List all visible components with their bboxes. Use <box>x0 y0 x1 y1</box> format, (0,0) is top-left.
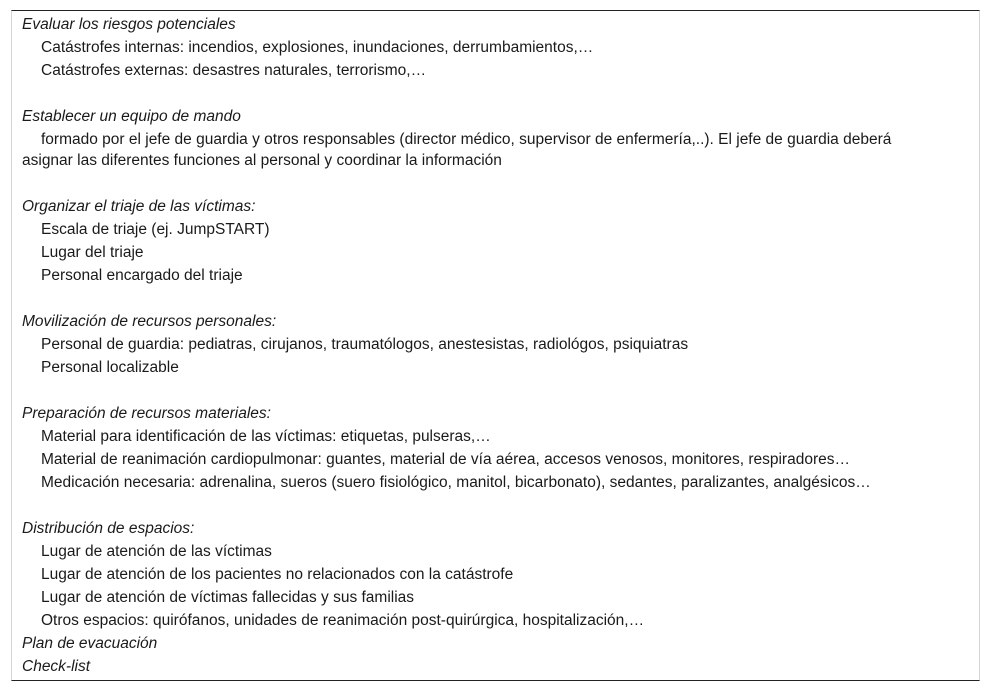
list-item: Lugar de atención de los pacientes no relacionados con la catástrofe <box>41 566 514 583</box>
section-heading: Evaluar los riesgos potenciales <box>22 16 236 33</box>
list-item: Personal encargado del triaje <box>41 267 243 284</box>
list-item: Otros espacios: quirófanos, unidades de reanimación post-quirúrgica, hospitalización,… <box>41 612 645 629</box>
list-item: Medicación necesaria: adrenalina, sueros (suero fisiológico, manitol, bicarbonato), sedantes, paralizantes, analgésicos… <box>41 474 871 491</box>
section-paragraph: formado por el jefe de guardia y otros responsables (director médico, supervisor de enfermería,..). El jefe de guardia deberá asignar las diferentes funciones al personal y coordinar la información <box>22 131 892 169</box>
section-heading: Organizar el triaje de las víctimas: <box>22 198 256 215</box>
plan-table <box>11 10 980 681</box>
section-spacer <box>22 82 979 105</box>
list-item: Lugar del triaje <box>41 244 144 261</box>
section-heading: Movilización de recursos personales: <box>22 313 277 330</box>
section-heading: Plan de evacuación <box>22 635 158 652</box>
list-item: Lugar de atención de las víctimas <box>41 543 272 560</box>
list-item: Catástrofes internas: incendios, explosiones, inundaciones, derrumbamientos,… <box>41 39 594 56</box>
list-item: Personal localizable <box>41 359 179 376</box>
section-heading: Distribución de espacios: <box>22 520 195 537</box>
list-item: Catástrofes externas: desastres naturales, terrorismo,… <box>41 62 427 79</box>
section-spacer <box>22 172 979 195</box>
list-item: Material de reanimación cardiopulmonar: guantes, material de vía aérea, accesos venosos, monitores, respiradores… <box>41 451 850 468</box>
section-spacer <box>22 379 979 402</box>
list-item: Escala de triaje (ej. JumpSTART) <box>41 221 270 238</box>
section-heading: Preparación de recursos materiales: <box>22 405 271 422</box>
section-heading: Establecer un equipo de mando <box>22 108 241 125</box>
section-spacer <box>22 494 979 517</box>
list-item: Lugar de atención de víctimas fallecidas y sus familias <box>41 589 415 606</box>
list-item: Material para identificación de las víctimas: etiquetas, pulseras,… <box>41 428 491 445</box>
section-spacer <box>22 287 979 310</box>
section-heading: Check-list <box>22 658 91 675</box>
list-item: Personal de guardia: pediatras, cirujanos, traumatólogos, anestesistas, radiológos, psiquiatras <box>41 336 689 353</box>
